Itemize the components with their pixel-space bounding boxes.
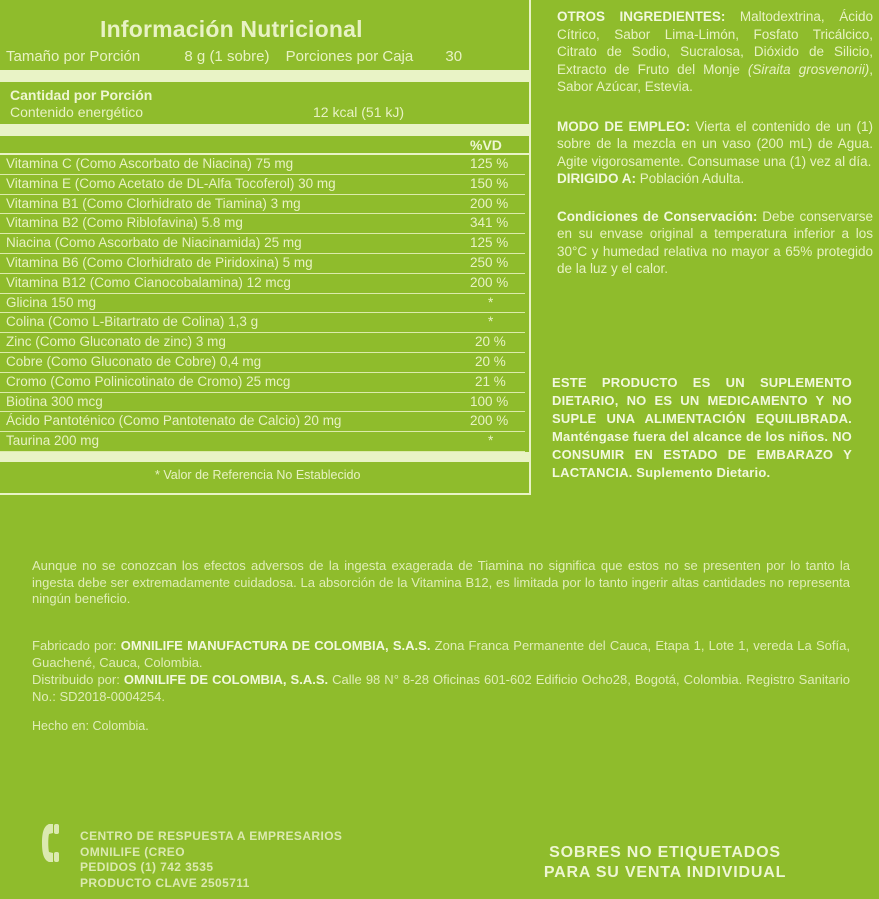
energy-label: Contenido energético xyxy=(10,104,144,120)
servings-label: Porciones por Caja xyxy=(285,48,414,65)
not-labeled-notice xyxy=(500,843,830,883)
nutrient-vd: 100 % xyxy=(470,393,509,409)
usage-label: MODO DE EMPLEO: xyxy=(557,118,691,134)
nutrient-name: Niacina (Como Ascorbato de Niacinamida) 25 mg xyxy=(6,235,302,251)
ingredients-paragraph xyxy=(557,8,873,96)
ingredients-italic: (Siraita grosvenorii) xyxy=(747,61,870,77)
nutrient-name: Ácido Pantoténico (Como Pantotenato de Calcio) 20 mg xyxy=(6,413,342,429)
nutrition-panel xyxy=(0,0,531,495)
vd-header: %VD xyxy=(470,137,502,153)
nutrient-name: Colina (Como L-Bitartrato de Colina) 1,3 g xyxy=(6,314,259,330)
directed-paragraph xyxy=(557,170,873,188)
nutrient-vd: * xyxy=(488,314,494,330)
nutrient-name: Cromo (Como Polinicotinato de Cromo) 25 mcg xyxy=(6,373,291,389)
table-row xyxy=(0,432,525,452)
nutrient-table xyxy=(0,155,531,452)
nutrient-name: Vitamina E (Como Acetato de DL-Alfa Tocoferol) 30 mg xyxy=(6,175,336,191)
ingredients-label: OTROS INGREDIENTES: xyxy=(557,9,726,24)
conservation-label: Condiciones de Conservación: xyxy=(557,208,758,224)
serving-size-value: 8 g (1 sobre) xyxy=(184,48,270,65)
nutrition-title: Información Nutricional xyxy=(100,16,363,42)
made-by-company: OMNILIFE MANUFACTURA DE COLOMBIA, S.A.S. xyxy=(120,638,431,653)
ingredients-text: Maltodextrina, Ácido Cítrico, Sabor Lima-Limón, Fosfato Tricálcico, Citrato de Sodio, Sucralosa, Dióxido de Silicio, Extracto de Fruto del Monje xyxy=(557,9,874,77)
amount-per-serving: Cantidad por Porción xyxy=(10,87,153,103)
nutrient-vd: 200 % xyxy=(470,274,509,290)
separator-thick xyxy=(0,70,531,82)
table-row xyxy=(0,313,525,333)
nutrient-vd: 341 % xyxy=(470,215,509,231)
table-row xyxy=(0,294,525,314)
nutrient-name: Vitamina B12 (Como Cianocobalamina) 12 mcg xyxy=(6,274,291,290)
serving-size-label: Tamaño por Porción xyxy=(6,48,141,65)
nutrient-name: Zinc (Como Gluconato de zinc) 3 mg xyxy=(6,334,226,350)
nutrient-vd: 125 % xyxy=(470,156,509,171)
nutrient-vd: 200 % xyxy=(470,413,509,429)
nutrient-vd: 150 % xyxy=(470,175,509,191)
separator-thick xyxy=(0,124,531,136)
conservation-paragraph xyxy=(557,208,873,278)
table-row xyxy=(0,234,525,254)
disclaimer: Aunque no se conozcan los efectos adversos de la ingesta exagerada de Tiamina no significa que estos no se presenten por lo tanto la ingesta debe ser extremadamente cuidadosa. La absorción de la Vitamina B12, es limitada por lo tanto ingerir altas cantidades no representa ningún beneficio. xyxy=(32,558,850,606)
nutrient-vd: 125 % xyxy=(470,235,509,251)
table-row xyxy=(0,353,525,373)
nutrient-vd: * xyxy=(488,433,494,449)
table-row xyxy=(0,175,525,195)
ingredients-end: , Sabor Azúcar, Estevia. xyxy=(557,61,873,94)
contact-line: OMNILIFE (CREO xyxy=(80,844,185,859)
made-by-label: Fabricado por: xyxy=(32,638,117,653)
nutrient-vd: * xyxy=(488,294,494,310)
table-row xyxy=(0,155,525,175)
distributor-info xyxy=(32,672,850,705)
usage-text: Vierta el contenido de un (1) sobre de la mezcla en un vaso (200 mL) de Agua. Agite vigorosamente. Consumase una (1) vez al día. xyxy=(557,118,873,169)
nutrient-name: Vitamina B1 (Como Clorhidrato de Tiamina) 3 mg xyxy=(6,195,301,211)
separator-thick xyxy=(0,452,531,462)
right-column xyxy=(557,8,873,278)
table-row xyxy=(0,274,525,294)
distributed-label: Distribuido por: xyxy=(32,672,120,687)
usage-paragraph xyxy=(557,118,873,171)
nutrient-vd: 20 % xyxy=(475,353,506,369)
not-labeled-line1: SOBRES NO ETIQUETADOS xyxy=(549,844,781,861)
nutrient-name: Vitamina B2 (Como Riblofavina) 5.8 mg xyxy=(6,215,243,231)
distributed-address: Calle 98 N° 8-28 Oficinas 601-602 Edificio Ocho28, Bogotá, Colombia. Registro Sanitario No.: SD2018-0004254. xyxy=(32,672,850,704)
not-labeled-line2: PARA SU VENTA INDIVIDUAL xyxy=(543,864,787,881)
footnote: * Valor de Referencia No Establecido xyxy=(155,468,361,482)
servings-value: 30 xyxy=(445,48,463,65)
nutrient-name: Glicina 150 mg xyxy=(6,294,97,310)
nutrient-name: Biotina 300 mcg xyxy=(6,393,103,409)
serving-info xyxy=(6,48,462,65)
table-row xyxy=(0,333,525,353)
directed-label: DIRIGIDO A: xyxy=(557,171,636,186)
table-row xyxy=(0,373,525,393)
directed-text: Población Adulta. xyxy=(636,171,745,186)
nutrient-vd: 21 % xyxy=(475,373,506,389)
nutrient-vd: 200 % xyxy=(470,195,509,211)
manufacturer-info xyxy=(32,638,850,671)
nutrient-vd: 250 % xyxy=(470,254,509,270)
made-by-address: Zona Franca Permanente del Cauca, Etapa 1, Lote 1, vereda La Sofía, Guachené, Cauca, Colombia. xyxy=(32,638,850,670)
phone-icon xyxy=(40,822,66,864)
nutrient-name: Vitamina C (Como Ascorbato de Niacina) 75 mg xyxy=(6,156,294,171)
table-row xyxy=(0,214,525,234)
energy-value: 12 kcal (51 kJ) xyxy=(313,104,405,120)
nutrient-vd: 20 % xyxy=(475,334,506,350)
contact-line: PRODUCTO CLAVE 2505711 xyxy=(80,875,250,890)
table-row xyxy=(0,254,525,274)
table-row xyxy=(0,412,525,432)
contact-line: CENTRO DE RESPUESTA A EMPRESARIOS xyxy=(80,829,343,843)
distributed-company: OMNILIFE DE COLOMBIA, S.A.S. xyxy=(123,672,329,687)
table-row xyxy=(0,393,525,413)
conservation-text: Debe conservarse en su envase original a temperatura inferior a los 30°C y humedad relativa no mayor a 65% protegido de la luz y el calor. xyxy=(557,208,873,276)
nutrient-name: Vitamina B6 (Como Clorhidrato de Piridoxina) 5 mg xyxy=(6,254,313,270)
contact-block xyxy=(80,829,342,891)
warning-text: ESTE PRODUCTO ES UN SUPLEMENTO DIETARIO, NO ES UN MEDICAMENTO Y NO SUPLE UNA ALIMENTACIÓN EQUILIBRADA. Manténgase fuera del alcance de los niños. NO CONSUMIR EN ESTADO DE EMBARAZO Y LACTANCIA. Suplemento Dietario. xyxy=(552,375,852,480)
nutrient-name: Taurina 200 mg xyxy=(6,433,100,449)
contact-line: PEDIDOS (1) 742 3535 xyxy=(80,860,214,874)
made-in: Hecho en: Colombia. xyxy=(32,719,149,733)
nutrient-name: Cobre (Como Gluconato de Cobre) 0,4 mg xyxy=(6,353,262,369)
table-row xyxy=(0,195,525,215)
